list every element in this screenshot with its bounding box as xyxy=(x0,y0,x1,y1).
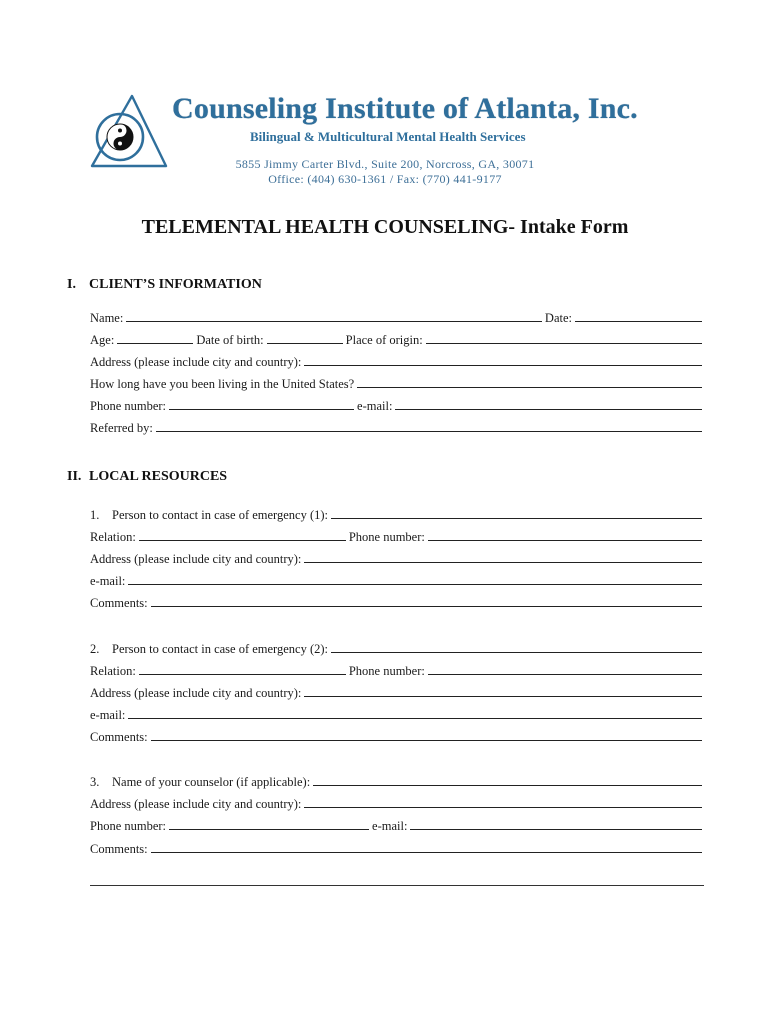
contact-1-email-row xyxy=(90,573,702,589)
contact-2-address-field[interactable] xyxy=(304,685,702,697)
item-index: 1. xyxy=(90,508,100,522)
contact-2-email-row xyxy=(90,707,702,723)
form-title: TELEMENTAL HEALTH COUNSELING- Intake Form xyxy=(141,216,629,238)
place-of-origin-field[interactable] xyxy=(426,332,702,344)
section-number: I. xyxy=(67,277,76,292)
address-label: Address (please include city and country): xyxy=(90,355,302,369)
counselor-name-label xyxy=(90,775,310,790)
address-label: Address (please include city and country): xyxy=(90,552,302,566)
contact-2-comments-field[interactable] xyxy=(151,729,702,741)
client-email-field[interactable] xyxy=(395,398,702,410)
comments-label: Comments: xyxy=(90,842,148,856)
date-of-birth-field[interactable] xyxy=(267,332,343,344)
phone-number-label: Phone number: xyxy=(348,664,425,678)
counselor-email-field[interactable] xyxy=(410,818,702,830)
contact-2-comments-row xyxy=(90,729,702,745)
bottom-divider xyxy=(90,885,704,886)
organization-name: Counseling Institute of Atlanta, Inc. xyxy=(172,92,638,125)
emergency-contact-1-row xyxy=(90,507,702,523)
date-of-birth-label: Date of birth: xyxy=(196,333,264,347)
contact-2-phone-field[interactable] xyxy=(428,663,702,675)
item-index: 3. xyxy=(90,775,100,789)
date-field[interactable] xyxy=(575,310,702,322)
counselor-name-field[interactable] xyxy=(313,774,702,786)
date-label: Date: xyxy=(544,311,572,325)
contact-2-address-row xyxy=(90,685,702,701)
contact-1-relation-phone-row xyxy=(90,529,702,545)
contact-2-relation-field[interactable] xyxy=(139,663,346,675)
client-phone-email-row xyxy=(90,398,702,414)
emergency-contact-2-label xyxy=(90,642,328,657)
section-number: II. xyxy=(67,469,82,484)
contact-1-address-row xyxy=(90,551,702,567)
organization-address: 5855 Jimmy Carter Blvd., Suite 200, Norcross, GA, 30071 xyxy=(235,157,535,171)
counselor-name-row xyxy=(90,774,702,790)
item-index: 2. xyxy=(90,642,100,656)
item-label: Person to contact in case of emergency (2): xyxy=(112,642,329,656)
client-address-field[interactable] xyxy=(304,354,702,366)
organization-tagline: Bilingual & Multicultural Mental Health Services xyxy=(250,129,526,144)
referred-by-row xyxy=(90,420,702,436)
organization-phone-fax: Office: (404) 630-1361 / Fax: (770) 441-9177 xyxy=(268,172,502,186)
counselor-phone-email-row xyxy=(90,818,702,834)
address-label: Address (please include city and country): xyxy=(90,686,302,700)
age-field[interactable] xyxy=(117,332,193,344)
age-label: Age: xyxy=(90,333,115,347)
item-label: Person to contact in case of emergency (1): xyxy=(112,508,329,522)
us-residency-label: How long have you been living in the United States? xyxy=(90,377,355,391)
referred-by-field[interactable] xyxy=(156,420,702,432)
contact-2-relation-phone-row xyxy=(90,663,702,679)
contact-1-comments-field[interactable] xyxy=(151,595,702,607)
emergency-contact-2-row xyxy=(90,641,702,657)
email-label: e-mail: xyxy=(90,574,126,588)
section-title: CLIENT’S INFORMATION xyxy=(89,277,262,292)
item-label: Name of your counselor (if applicable): xyxy=(112,775,311,789)
contact-2-email-field[interactable] xyxy=(128,707,702,719)
section-heading-local-resources xyxy=(67,469,227,485)
contact-1-email-field[interactable] xyxy=(128,573,702,585)
comments-label: Comments: xyxy=(90,730,148,744)
client-address-row xyxy=(90,354,702,370)
contact-1-comments-row xyxy=(90,595,702,611)
section-heading-client-information xyxy=(67,277,262,293)
emergency-contact-1-label xyxy=(90,508,328,523)
name-label: Name: xyxy=(90,311,124,325)
us-residency-field[interactable] xyxy=(357,376,702,388)
referred-by-label: Referred by: xyxy=(90,421,153,435)
counselor-phone-field[interactable] xyxy=(169,818,369,830)
us-residency-row xyxy=(90,376,702,392)
emergency-contact-2-field[interactable] xyxy=(331,641,702,653)
counselor-comments-field[interactable] xyxy=(151,841,702,853)
email-label: e-mail: xyxy=(357,399,393,413)
client-name-date-row xyxy=(90,310,702,326)
client-age-dob-origin-row xyxy=(90,332,702,348)
emergency-contact-1-field[interactable] xyxy=(331,507,702,519)
counselor-address-row xyxy=(90,796,702,812)
contact-1-address-field[interactable] xyxy=(304,551,702,563)
address-label: Address (please include city and country): xyxy=(90,797,302,811)
contact-1-relation-field[interactable] xyxy=(139,529,346,541)
comments-label: Comments: xyxy=(90,596,148,610)
email-label: e-mail: xyxy=(90,708,126,722)
section-title: LOCAL RESOURCES xyxy=(89,469,228,484)
place-of-origin-label: Place of origin: xyxy=(345,333,423,347)
counselor-address-field[interactable] xyxy=(304,796,702,808)
phone-number-label: Phone number: xyxy=(90,819,167,833)
contact-1-phone-field[interactable] xyxy=(428,529,702,541)
phone-number-label: Phone number: xyxy=(348,530,425,544)
counselor-comments-row xyxy=(90,841,702,857)
relation-label: Relation: xyxy=(90,530,136,544)
phone-number-label: Phone number: xyxy=(90,399,167,413)
client-phone-field[interactable] xyxy=(169,398,354,410)
client-name-field[interactable] xyxy=(126,310,542,322)
email-label: e-mail: xyxy=(372,819,408,833)
relation-label: Relation: xyxy=(90,664,136,678)
